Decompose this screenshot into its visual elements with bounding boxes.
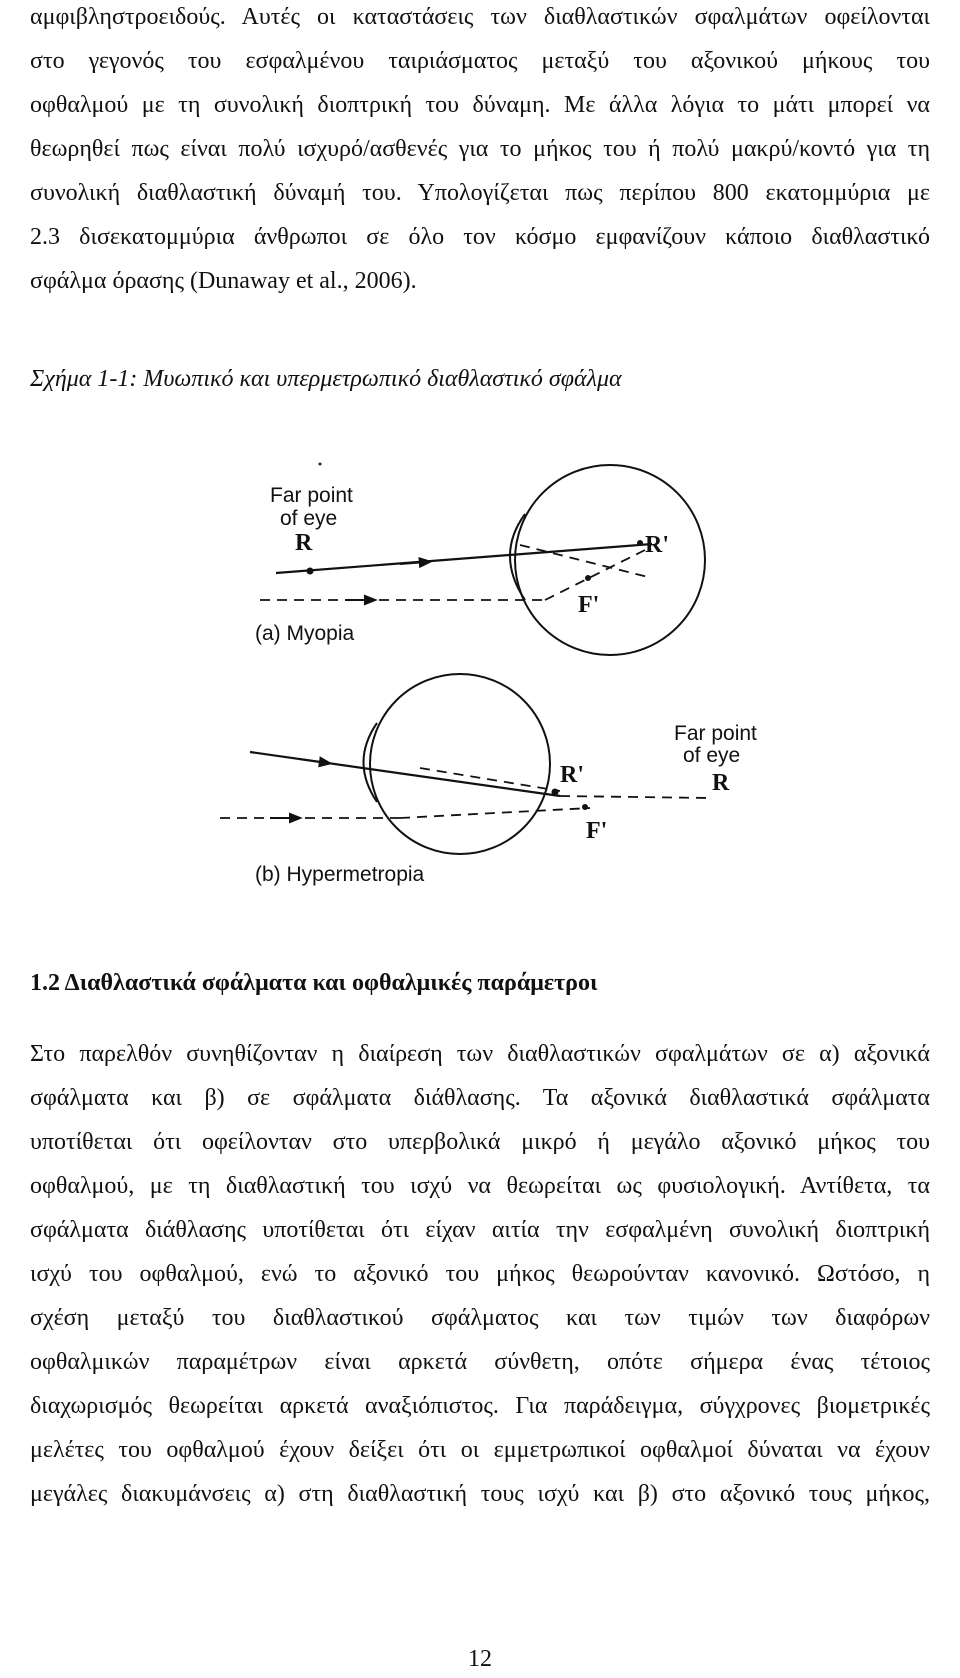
hyperopia-ray-dashed-far [560, 796, 710, 798]
myopia-focal-dot [585, 575, 591, 581]
section-line: σφάλματα διάθλασης υποτίθεται ότι είχαν αιτία την εσφαλμένη συνολική διοπτρική [30, 1217, 930, 1243]
myopia-eye-globe [515, 465, 705, 655]
paragraph-line: συνολική διαθλαστική δύναμή του. Υπολογίζεται πως περίπου 800 εκατομμύρια με [30, 180, 930, 206]
paragraph-line: στο γεγονός του εσφαλμένου ταιριάσματος μεταξύ του αξονικού μήκους του [30, 48, 930, 74]
hyperopia-r-prime-dot [552, 789, 559, 796]
myopia-point-r-prime: R' [645, 532, 669, 558]
hyperopia-far-point-label: Far point [674, 722, 757, 745]
paragraph-line: 2.3 δισεκατομμύρια άνθρωποι σε όλο τον κόσμο εμφανίζουν κάποιο διαθλαστικό [30, 224, 930, 250]
myopia-point-r-dot [307, 568, 314, 575]
refraction-figure [0, 440, 960, 910]
section-heading: 1.2 Διαθλαστικά σφάλματα και οφθαλμικές παράμετροι [30, 970, 598, 996]
paragraph-line: οφθαλμού με τη συνολική διοπτρική του δύναμη. Με άλλα λόγια το μάτι μπορεί να [30, 92, 930, 118]
myopia-point-f-prime: F' [578, 592, 600, 618]
hyperopia-ray-arrow [300, 759, 330, 763]
section-line: οφθαλμού, με τη διαθλαστική του ισχύ να θεωρείται ως φυσιολογική. Αντίθετα, τα [30, 1173, 930, 1199]
hyperopia-point-r-prime: R' [560, 762, 584, 788]
section-line: υποτίθεται ότι οφείλονταν στο υπερβολικά μικρό ή μεγάλο αξονικό μήκος του [30, 1129, 930, 1155]
hyperopia-point-f-prime: F' [586, 818, 608, 844]
hyperopia-ray-refracted [400, 808, 590, 818]
section-line: σχέση μεταξύ του διαθλαστικού σφάλματος και των τιμών των διαφόρων [30, 1305, 930, 1331]
myopia-ray-solid [276, 544, 652, 573]
speck [319, 463, 322, 466]
paragraph-line: θεωρηθεί πως είναι πολύ ισχυρό/ασθενές για το μήκος του ή πολύ μακρύ/κοντό για τη [30, 136, 930, 162]
paragraph-line: αμφιβληστροειδούς. Αυτές οι καταστάσεις των διαθλαστικών σφαλμάτων οφείλονται [30, 4, 930, 30]
section-line: οφθαλμικών παραμέτρων είναι αρκετά σύνθετη, οπότε σήμερα ένας τέτοιος [30, 1349, 930, 1375]
figure-caption: Σχήμα 1-1: Μυωπικό και υπερμετρωπικό διαθλαστικό σφάλμα [30, 366, 622, 392]
section-line: ισχύ του οφθαλμού, ενώ το αξονικό του μήκος θεωρούνταν κανονικό. Ωστόσο, η [30, 1261, 930, 1287]
myopia-cornea [510, 514, 525, 600]
refraction-diagram [0, 440, 960, 910]
section-line: διαχωρισμός θεωρείται αρκετά αναξιόπιστος. Για παράδειγμα, σύγχρονες βιομετρικές [30, 1393, 930, 1419]
hypermetropia-panel [220, 674, 757, 886]
hyperopia-focal-dot [582, 804, 588, 810]
myopia-label: (a) Myopia [255, 622, 355, 645]
hyperopia-label: (b) Hypermetropia [255, 863, 425, 886]
section-line: Στο παρελθόν συνηθίζονταν η διαίρεση των διαθλαστικών σφαλμάτων σε α) αξονικά [30, 1041, 930, 1067]
section-line: μεγάλες διακυμάνσεις α) στη διαθλαστική τους ισχύ και β) στο αξονικό τους μήκος, [30, 1481, 930, 1507]
paragraph-line: σφάλμα όρασης (Dunaway et al., 2006). [30, 268, 417, 294]
section-line: μελέτες του οφθαλμού έχουν δείξει ότι οι εμμετρωπικοί οφθαλμοί δύναται να έχουν [30, 1437, 930, 1463]
hyperopia-point-r: R [712, 770, 730, 796]
section-line: σφάλματα και β) σε σφάλματα διάθλασης. Τα αξονικά διαθλαστικά σφάλματα [30, 1085, 930, 1111]
hyperopia-ray-solid [250, 752, 560, 796]
myopia-panel [255, 463, 705, 656]
hyperopia-eye-globe [370, 674, 550, 854]
myopia-far-point-label-2: of eye [280, 507, 338, 530]
myopia-r-prime-dot [637, 540, 643, 546]
page-number: 12 [468, 1646, 492, 1672]
myopia-far-point-label: Far point [270, 484, 353, 507]
hyperopia-far-point-label-2: of eye [683, 744, 741, 767]
myopia-point-r: R [295, 530, 313, 556]
